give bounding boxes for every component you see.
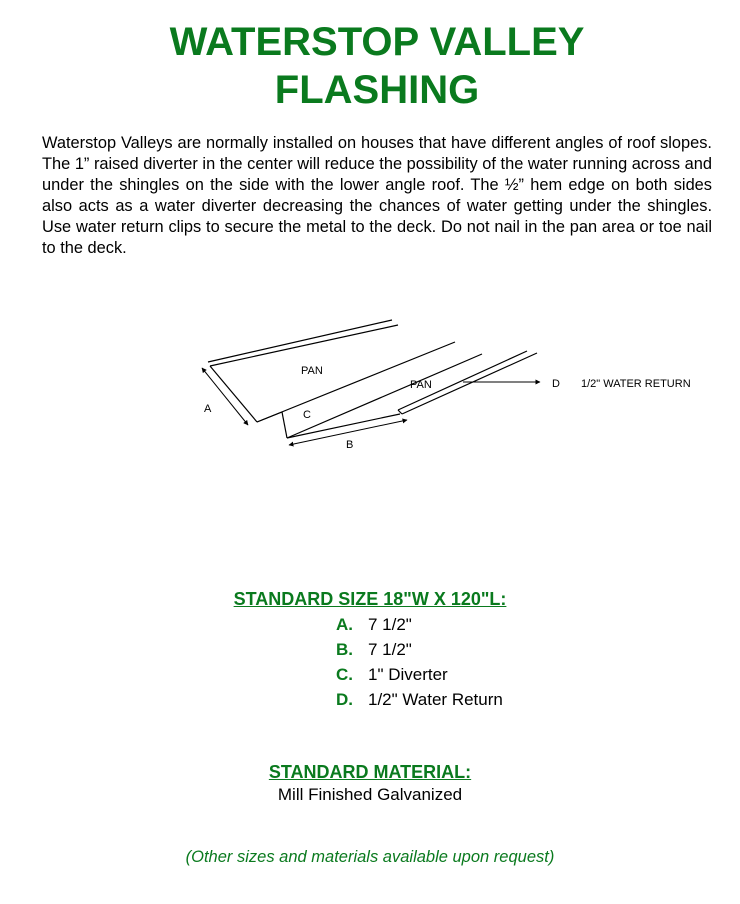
title-line-2: FLASHING bbox=[274, 68, 480, 112]
label-pan-left: PAN bbox=[301, 365, 323, 377]
dimension-a-arrow bbox=[202, 368, 248, 425]
spec-item bbox=[336, 637, 503, 662]
spec-value: 1" Diverter bbox=[368, 665, 448, 684]
title-line-1: WATERSTOP VALLEY bbox=[169, 20, 585, 64]
label-b: B bbox=[346, 439, 354, 451]
label-c: C bbox=[303, 409, 311, 421]
left-edge-line bbox=[210, 366, 257, 422]
spec-key: B. bbox=[336, 640, 353, 659]
left-hem-line-inner bbox=[210, 325, 398, 366]
spec-item bbox=[336, 612, 503, 637]
spec-item bbox=[336, 687, 503, 712]
left-hem-line-outer bbox=[208, 320, 392, 362]
label-a: A bbox=[204, 403, 212, 415]
spec-value: 7 1/2" bbox=[368, 615, 412, 634]
spec-key: A. bbox=[336, 615, 353, 634]
standard-material-heading: STANDARD MATERIAL: bbox=[268, 762, 472, 782]
diverter-top-line bbox=[257, 412, 282, 422]
label-water-return: 1/2" WATER RETURN bbox=[581, 378, 691, 390]
standard-material-value: Mill Finished Galvanized bbox=[277, 785, 463, 804]
footnote: (Other sizes and materials available upon request) bbox=[185, 848, 555, 866]
spec-value: 7 1/2" bbox=[368, 640, 412, 659]
spec-key: D. bbox=[336, 690, 353, 709]
intro-paragraph: Waterstop Valleys are normally installed on houses that have different angles of roof slopes. The 1” raised diverter in the center will reduce the possibility of the water running across and under the shingles on the side with the lower angle roof. The ½” hem edge on both sides also acts as a water diverter decreasing the chances of water getting under the shingles. Use water return clips to secure the metal to the deck. Do not nail in the pan area or toe nail to the deck. bbox=[42, 134, 712, 257]
standard-size-heading: STANDARD SIZE 18"W X 120"L: bbox=[233, 589, 507, 609]
spec-item bbox=[336, 662, 503, 687]
spec-key: C. bbox=[336, 665, 353, 684]
diverter-line bbox=[282, 412, 287, 438]
spec-value: 1/2" Water Return bbox=[368, 690, 503, 709]
label-d: D bbox=[552, 378, 560, 390]
label-pan-right: PAN bbox=[410, 379, 432, 391]
right-hem-cap-line bbox=[398, 410, 402, 414]
standard-size-list bbox=[336, 612, 503, 712]
